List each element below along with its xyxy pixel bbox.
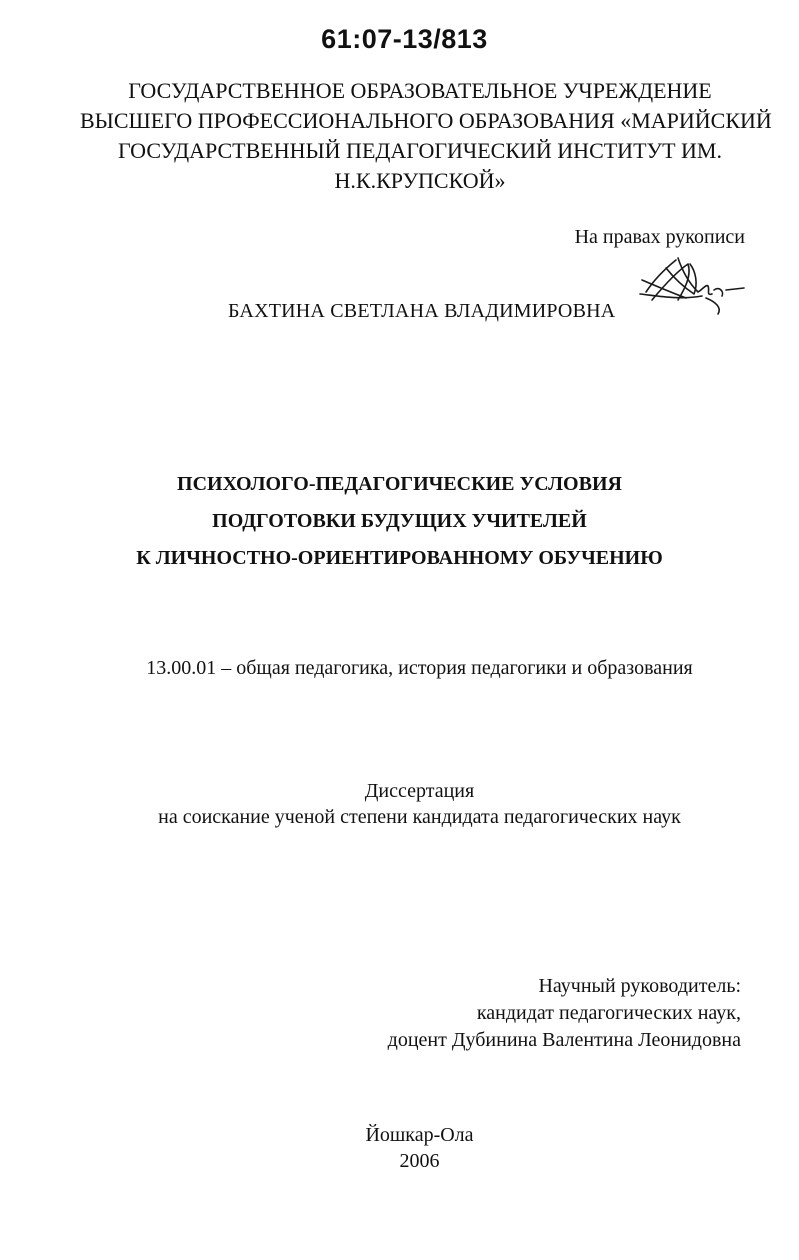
institution-name <box>80 76 772 196</box>
title-line: ПОДГОТОВКИ БУДУЩИХ УЧИТЕЛЕЙ <box>212 510 587 532</box>
manuscript-rights-note: На правах рукописи <box>574 226 745 248</box>
year: 2006 <box>399 1150 440 1172</box>
institution-line: ВЫСШЕГО ПРОФЕССИОНАЛЬНОГО ОБРАЗОВАНИЯ «МАРИЙСКИЙ <box>80 108 772 133</box>
institution-line: ГОСУДАРСТВЕННЫЙ ПЕДАГОГИЧЕСКИЙ ИНСТИТУТ ИМ. <box>118 138 722 163</box>
supervisor-block <box>388 973 741 1054</box>
institution-line: ГОСУДАРСТВЕННОЕ ОБРАЗОВАТЕЛЬНОЕ УЧРЕЖДЕНИЕ <box>128 78 712 103</box>
supervisor-label: Научный руководитель: <box>538 975 741 997</box>
dissertation-type-block <box>0 778 799 830</box>
author-name: БАХТИНА СВЕТЛАНА ВЛАДИМИРОВНА <box>228 300 616 322</box>
catalog-number: 61:07-13/813 <box>321 24 488 54</box>
city: Йошкар-Ола <box>365 1124 474 1146</box>
institution-line: Н.К.КРУПСКОЙ» <box>334 168 506 193</box>
supervisor-name: доцент Дубинина Валентина Леонидовна <box>387 1029 741 1051</box>
dissertation-type: Диссертация <box>364 780 475 802</box>
supervisor-degree: кандидат педагогических наук, <box>476 1002 741 1024</box>
handwritten-signature-icon <box>632 250 772 330</box>
dissertation-title <box>0 466 799 577</box>
title-line: К ЛИЧНОСТНО-ОРИЕНТИРОВАННОМУ ОБУЧЕНИЮ <box>136 547 663 569</box>
specialty-code: 13.00.01 – общая педагогика, история педагогики и образования <box>146 657 693 679</box>
dissertation-degree: на соискание ученой степени кандидата педагогических наук <box>158 806 681 828</box>
place-and-year <box>0 1122 799 1174</box>
title-line: ПСИХОЛОГО-ПЕДАГОГИЧЕСКИЕ УСЛОВИЯ <box>177 473 622 495</box>
